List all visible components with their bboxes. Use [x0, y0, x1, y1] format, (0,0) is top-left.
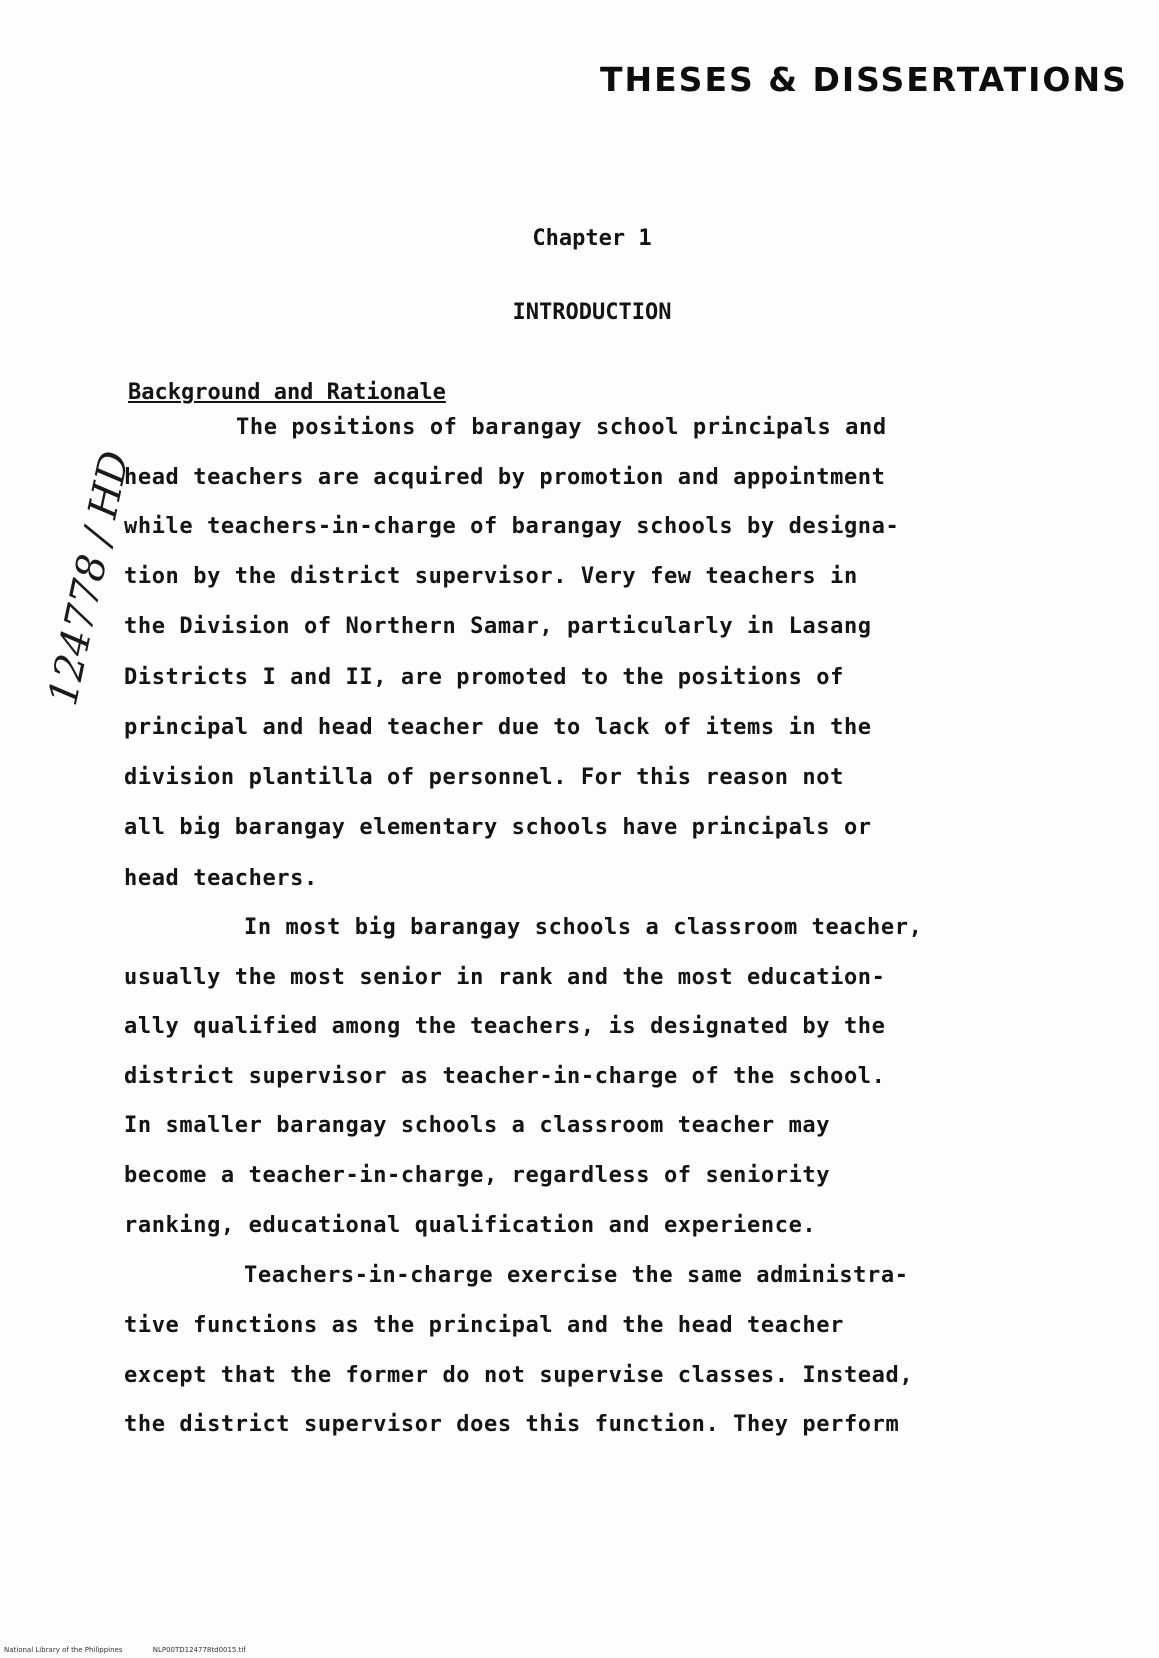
chapter-label: Chapter 1 [532, 226, 652, 251]
text-line: ranking, educational qualification and experience. [124, 1213, 817, 1238]
footer-library: National Library of the Philippines [4, 1646, 123, 1654]
text-line: usually the most senior in rank and the most education- [124, 965, 886, 990]
text-line: principal and head teacher due to lack of items in the [124, 715, 872, 740]
text-line: division plantilla of personnel. For this reason not [124, 765, 844, 790]
text-line: Districts I and II, are promoted to the positions of [124, 665, 844, 690]
text-line: ally qualified among the teachers, is designated by the [124, 1014, 886, 1039]
footer-filename: NLP00TD124778td0015.tif [152, 1646, 246, 1654]
text-line: become a teacher-in-charge, regardless of seniority [124, 1163, 831, 1188]
text-line: head teachers are acquired by promotion and appointment [124, 465, 886, 490]
text-line: In most big barangay schools a classroom teacher, [244, 915, 923, 940]
subsection-heading: Background and Rationale [128, 380, 446, 405]
text-line: district supervisor as teacher-in-charge of the school. [124, 1064, 886, 1089]
section-title: INTRODUCTION [512, 300, 672, 325]
text-line: In smaller barangay schools a classroom teacher may [124, 1113, 831, 1138]
scan-footer [4, 1646, 274, 1654]
text-line: while teachers-in-charge of barangay schools by designa- [124, 514, 900, 539]
text-line: The positions of barangay school principals and [236, 415, 887, 440]
text-line: the Division of Northern Samar, particularly in Lasang [124, 614, 872, 639]
text-line: except that the former do not supervise classes. Instead, [124, 1363, 914, 1388]
handwritten-accession-note: 124778 / HD [40, 447, 139, 710]
text-line: Teachers-in-charge exercise the same administra- [244, 1263, 909, 1288]
text-line: all big barangay elementary schools have principals or [124, 815, 872, 840]
theses-dissertations-stamp: THESES & DISSERTATIONS [600, 60, 1128, 99]
text-line: tion by the district supervisor. Very few teachers in [124, 564, 858, 589]
text-line: the district supervisor does this function. They perform [124, 1412, 900, 1437]
text-line: tive functions as the principal and the head teacher [124, 1313, 844, 1338]
text-line: head teachers. [124, 866, 318, 891]
